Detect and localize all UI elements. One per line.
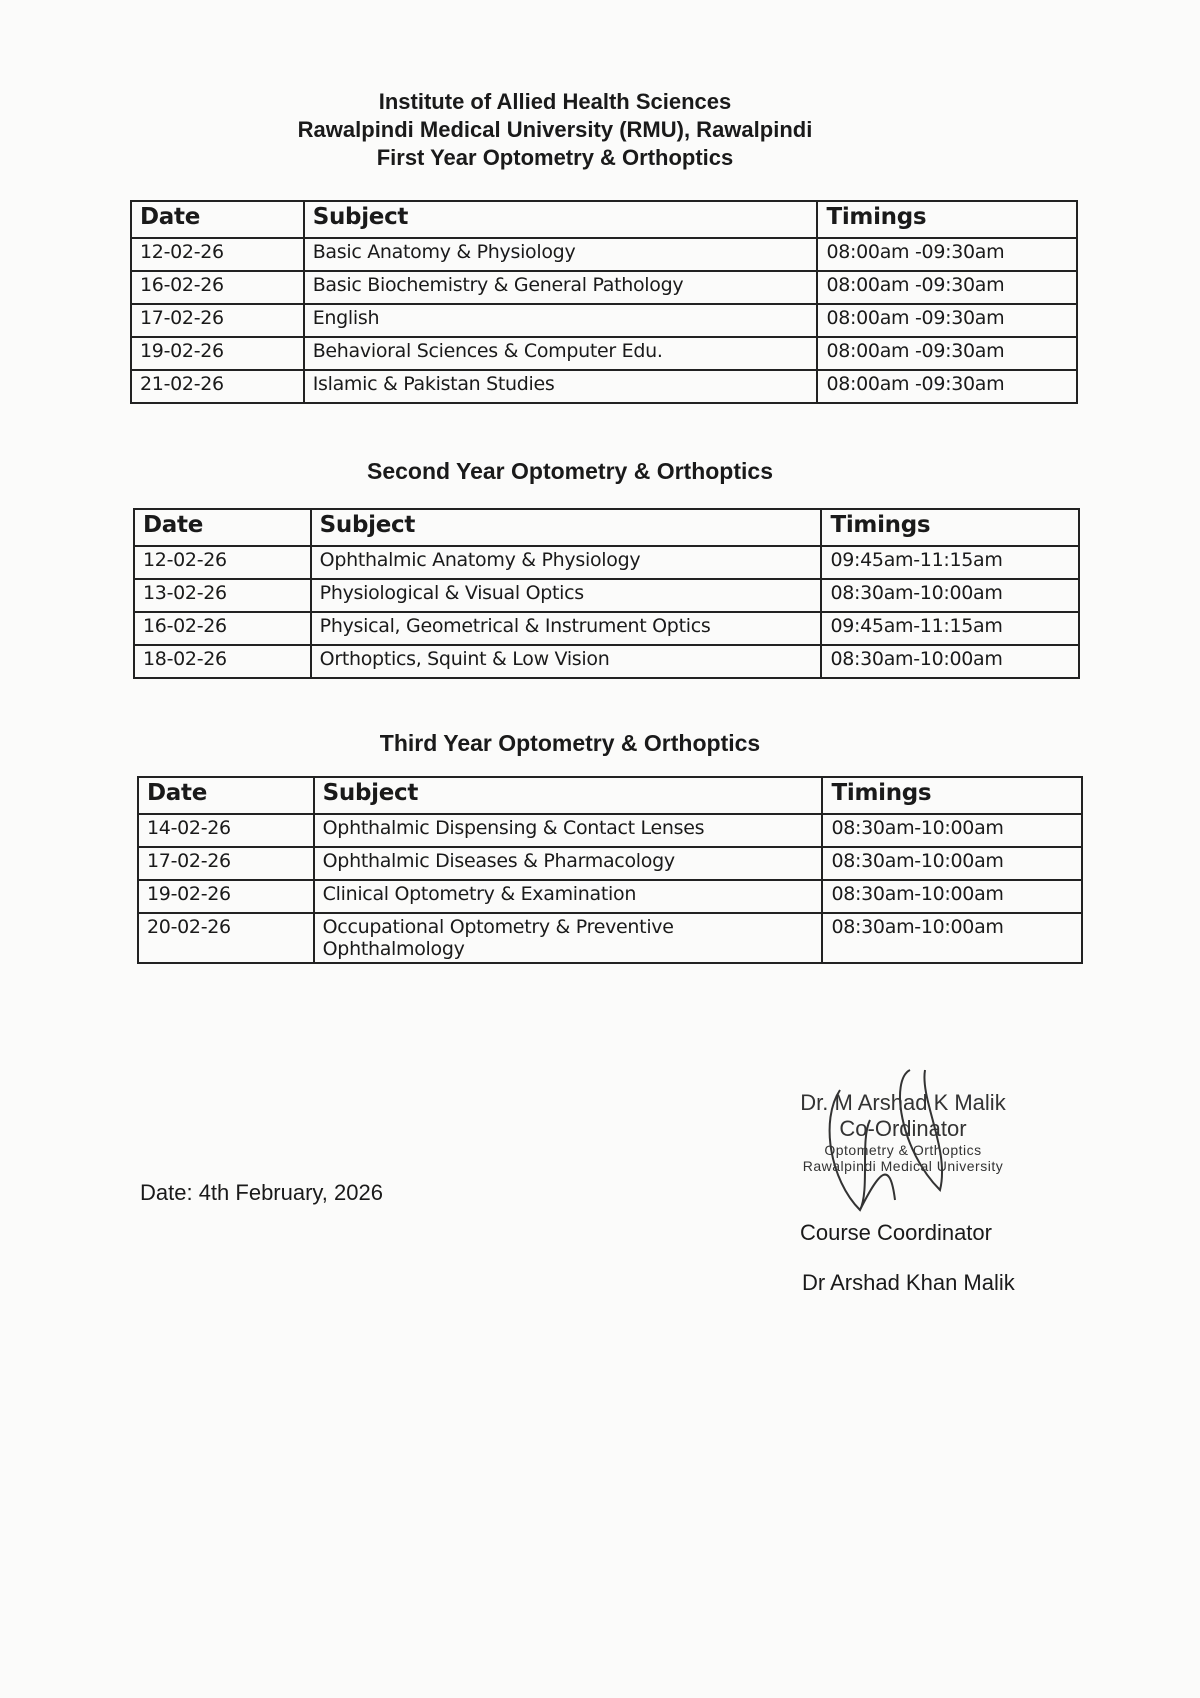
cell-timings: 08:00am -09:30am xyxy=(817,304,1077,337)
cell-subject: Physical, Geometrical & Instrument Optics xyxy=(311,612,822,645)
second-year-table xyxy=(133,508,1080,679)
table-row xyxy=(134,612,1079,645)
cell-timings: 08:00am -09:30am xyxy=(817,238,1077,271)
cell-subject: English xyxy=(304,304,818,337)
col-subject: Subject xyxy=(304,201,818,238)
col-date: Date xyxy=(138,777,314,814)
cell-date: 21-02-26 xyxy=(131,370,304,403)
table-row xyxy=(131,304,1077,337)
cell-date: 19-02-26 xyxy=(131,337,304,370)
third-year-title: Third Year Optometry & Orthoptics xyxy=(379,730,761,756)
signatory-name: Dr Arshad Khan Malik xyxy=(802,1270,1015,1295)
stamp-name: Dr. M Arshad K Malik xyxy=(800,1090,1006,1115)
cell-subject: Ophthalmic Anatomy & Physiology xyxy=(311,546,822,579)
cell-timings: 09:45am-11:15am xyxy=(821,612,1079,645)
cell-subject: Ophthalmic Diseases & Pharmacology xyxy=(314,847,823,880)
cell-timings: 08:30am-10:00am xyxy=(822,847,1082,880)
stamp-role: Co-Ordinator xyxy=(839,1116,967,1141)
cell-date: 17-02-26 xyxy=(131,304,304,337)
cell-subject: Orthoptics, Squint & Low Vision xyxy=(311,645,822,678)
col-date: Date xyxy=(134,509,311,546)
col-timings: Timings xyxy=(822,777,1082,814)
cell-date: 19-02-26 xyxy=(138,880,314,913)
cell-timings: 08:30am-10:00am xyxy=(821,645,1079,678)
table-header-row xyxy=(131,201,1077,238)
cell-date: 18-02-26 xyxy=(134,645,311,678)
cell-timings: 08:30am-10:00am xyxy=(821,579,1079,612)
cell-subject: Basic Biochemistry & General Pathology xyxy=(304,271,818,304)
table-header-row xyxy=(138,777,1082,814)
table-row xyxy=(138,880,1082,913)
table-row xyxy=(138,913,1082,963)
cell-timings: 08:30am-10:00am xyxy=(822,913,1082,963)
second-year-title: Second Year Optometry & Orthoptics xyxy=(366,458,773,484)
table-row xyxy=(131,271,1077,304)
col-timings: Timings xyxy=(821,509,1079,546)
col-subject: Subject xyxy=(311,509,822,546)
table-header-row xyxy=(134,509,1079,546)
third-year-table xyxy=(137,776,1083,964)
cell-timings: 09:45am-11:15am xyxy=(821,546,1079,579)
cell-date: 16-02-26 xyxy=(131,271,304,304)
cell-timings: 08:00am -09:30am xyxy=(817,271,1077,304)
table-row xyxy=(138,847,1082,880)
cell-date: 20-02-26 xyxy=(138,913,314,963)
stamp-dept: Optometry & Orthoptics xyxy=(824,1142,982,1158)
col-subject: Subject xyxy=(314,777,823,814)
cell-subject: Clinical Optometry & Examination xyxy=(314,880,823,913)
table-row xyxy=(131,370,1077,403)
cell-timings: 08:30am-10:00am xyxy=(822,880,1082,913)
cell-timings: 08:30am-10:00am xyxy=(822,814,1082,847)
cell-date: 12-02-26 xyxy=(134,546,311,579)
coordinator-stamp xyxy=(773,1090,1033,1174)
table-row xyxy=(131,337,1077,370)
university-name: Rawalpindi Medical University (RMU), Rawalpindi xyxy=(297,117,813,142)
cell-date: 14-02-26 xyxy=(138,814,314,847)
table-row xyxy=(134,546,1079,579)
table-row xyxy=(134,579,1079,612)
signatory-title: Course Coordinator xyxy=(800,1220,992,1245)
issue-date: Date: 4th February, 2026 xyxy=(140,1180,383,1205)
col-date: Date xyxy=(131,201,304,238)
cell-subject: Islamic & Pakistan Studies xyxy=(304,370,818,403)
first-year-table xyxy=(130,200,1078,404)
first-year-title: First Year Optometry & Orthoptics xyxy=(376,145,734,170)
table-row xyxy=(138,814,1082,847)
cell-date: 17-02-26 xyxy=(138,847,314,880)
cell-subject: Ophthalmic Dispensing & Contact Lenses xyxy=(314,814,823,847)
cell-subject: Physiological & Visual Optics xyxy=(311,579,822,612)
cell-timings: 08:00am -09:30am xyxy=(817,337,1077,370)
cell-subject: Basic Anatomy & Physiology xyxy=(304,238,818,271)
stamp-univ: Rawalpindi Medical University xyxy=(802,1158,1004,1174)
cell-date: 16-02-26 xyxy=(134,612,311,645)
cell-date: 12-02-26 xyxy=(131,238,304,271)
col-timings: Timings xyxy=(817,201,1077,238)
table-row xyxy=(131,238,1077,271)
institute-name: Institute of Allied Health Sciences xyxy=(378,89,732,114)
cell-subject: Behavioral Sciences & Computer Edu. xyxy=(304,337,818,370)
cell-date: 13-02-26 xyxy=(134,579,311,612)
cell-timings: 08:00am -09:30am xyxy=(817,370,1077,403)
table-row xyxy=(134,645,1079,678)
cell-subject: Occupational Optometry & Preventive Ophthalmology xyxy=(314,913,823,963)
